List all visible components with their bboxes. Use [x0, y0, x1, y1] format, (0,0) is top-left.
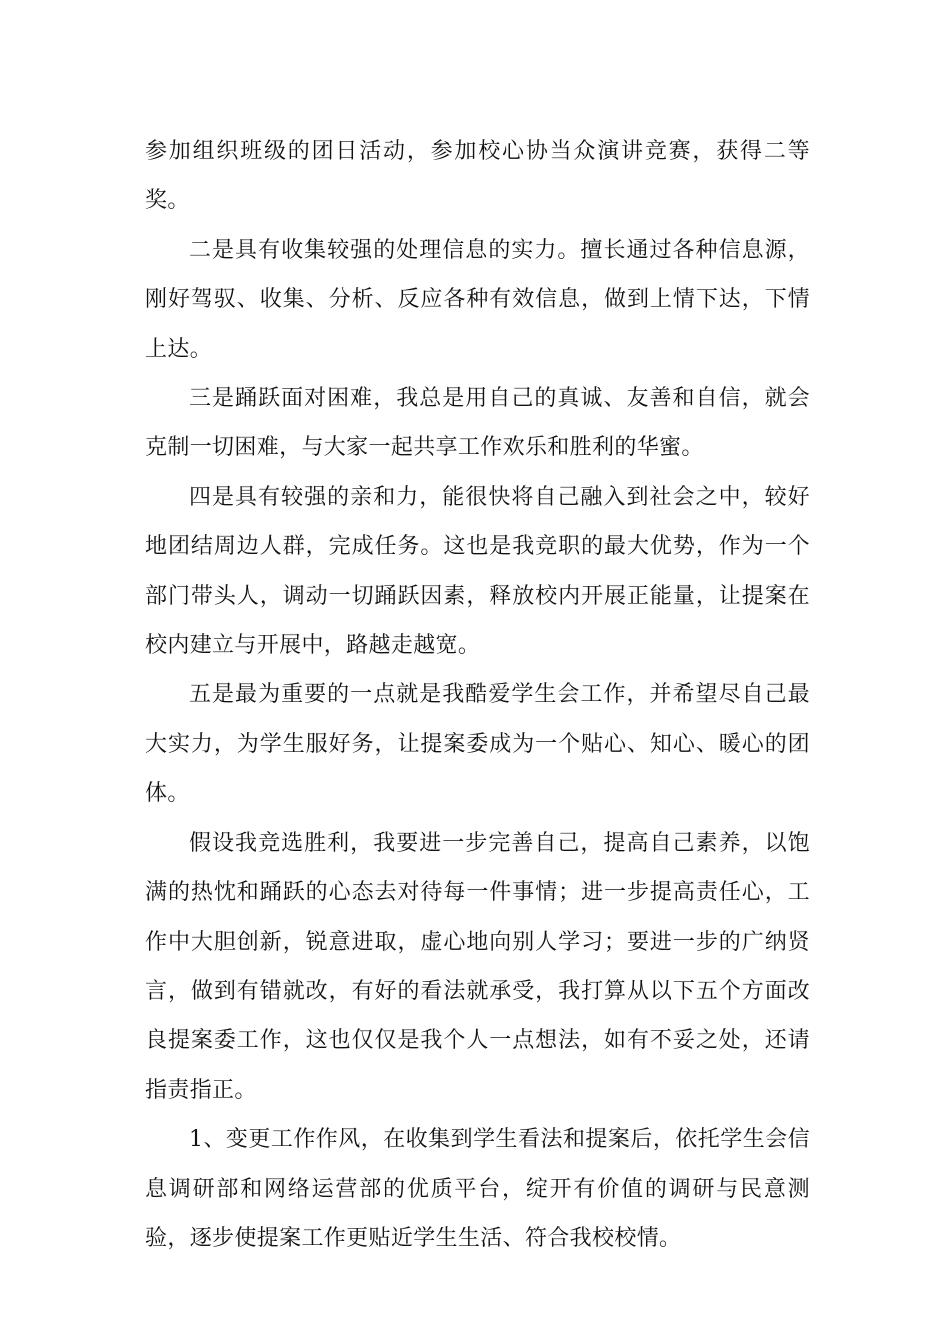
paragraph-6: 假设我竞选胜利，我要进一步完善自己，提高自己素养，以饱满的热忱和踊跃的心态去对待每一件事情；进一步提高责任心，工作中大胆创新，锐意进取，虚心地向别人学习；要进一步的广纳贤言，做到有错就改，有好的看法就承受，我打算从以下五个方面改良提案委工作，这也仅仅是我个人一点想法，如有不妥之处，还请指责指正。 — [145, 830, 810, 1103]
paragraph-3: 三是踊跃面对困难，我总是用自己的真诚、友善和自信，就会克制一切困难，与大家一起共享工作欢乐和胜利的华蜜。 — [145, 386, 810, 461]
paragraph-1: 参加组织班级的团日活动，参加校心协当众演讲竞赛，获得二等奖。 — [145, 139, 810, 214]
document-body — [145, 127, 810, 1263]
paragraph-2: 二是具有收集较强的处理信息的实力。擅长通过各种信息源，刚好驾驭、收集、分析、反应各种有效信息，做到上情下达，下情上达。 — [145, 237, 810, 362]
paragraph-5: 五是最为重要的一点就是我酷爱学生会工作，并希望尽自己最大实力，为学生服好务，让提案委成为一个贴心、知心、暖心的团体。 — [145, 682, 810, 807]
paragraph-7: 1、变更工作作风，在收集到学生看法和提案后，依托学生会信息调研部和网络运营部的优质平台，绽开有价值的调研与民意测验，逐步使提案工作更贴近学生生活、符合我校校情。 — [145, 1127, 810, 1251]
paragraph-4: 四是具有较强的亲和力，能很快将自己融入到社会之中，较好地团结周边人群，完成任务。这也是我竞职的最大优势，作为一个部门带头人，调动一切踊跃因素，释放校内开展正能量，让提案在校内建立与开展中，路越走越宽。 — [145, 484, 810, 659]
